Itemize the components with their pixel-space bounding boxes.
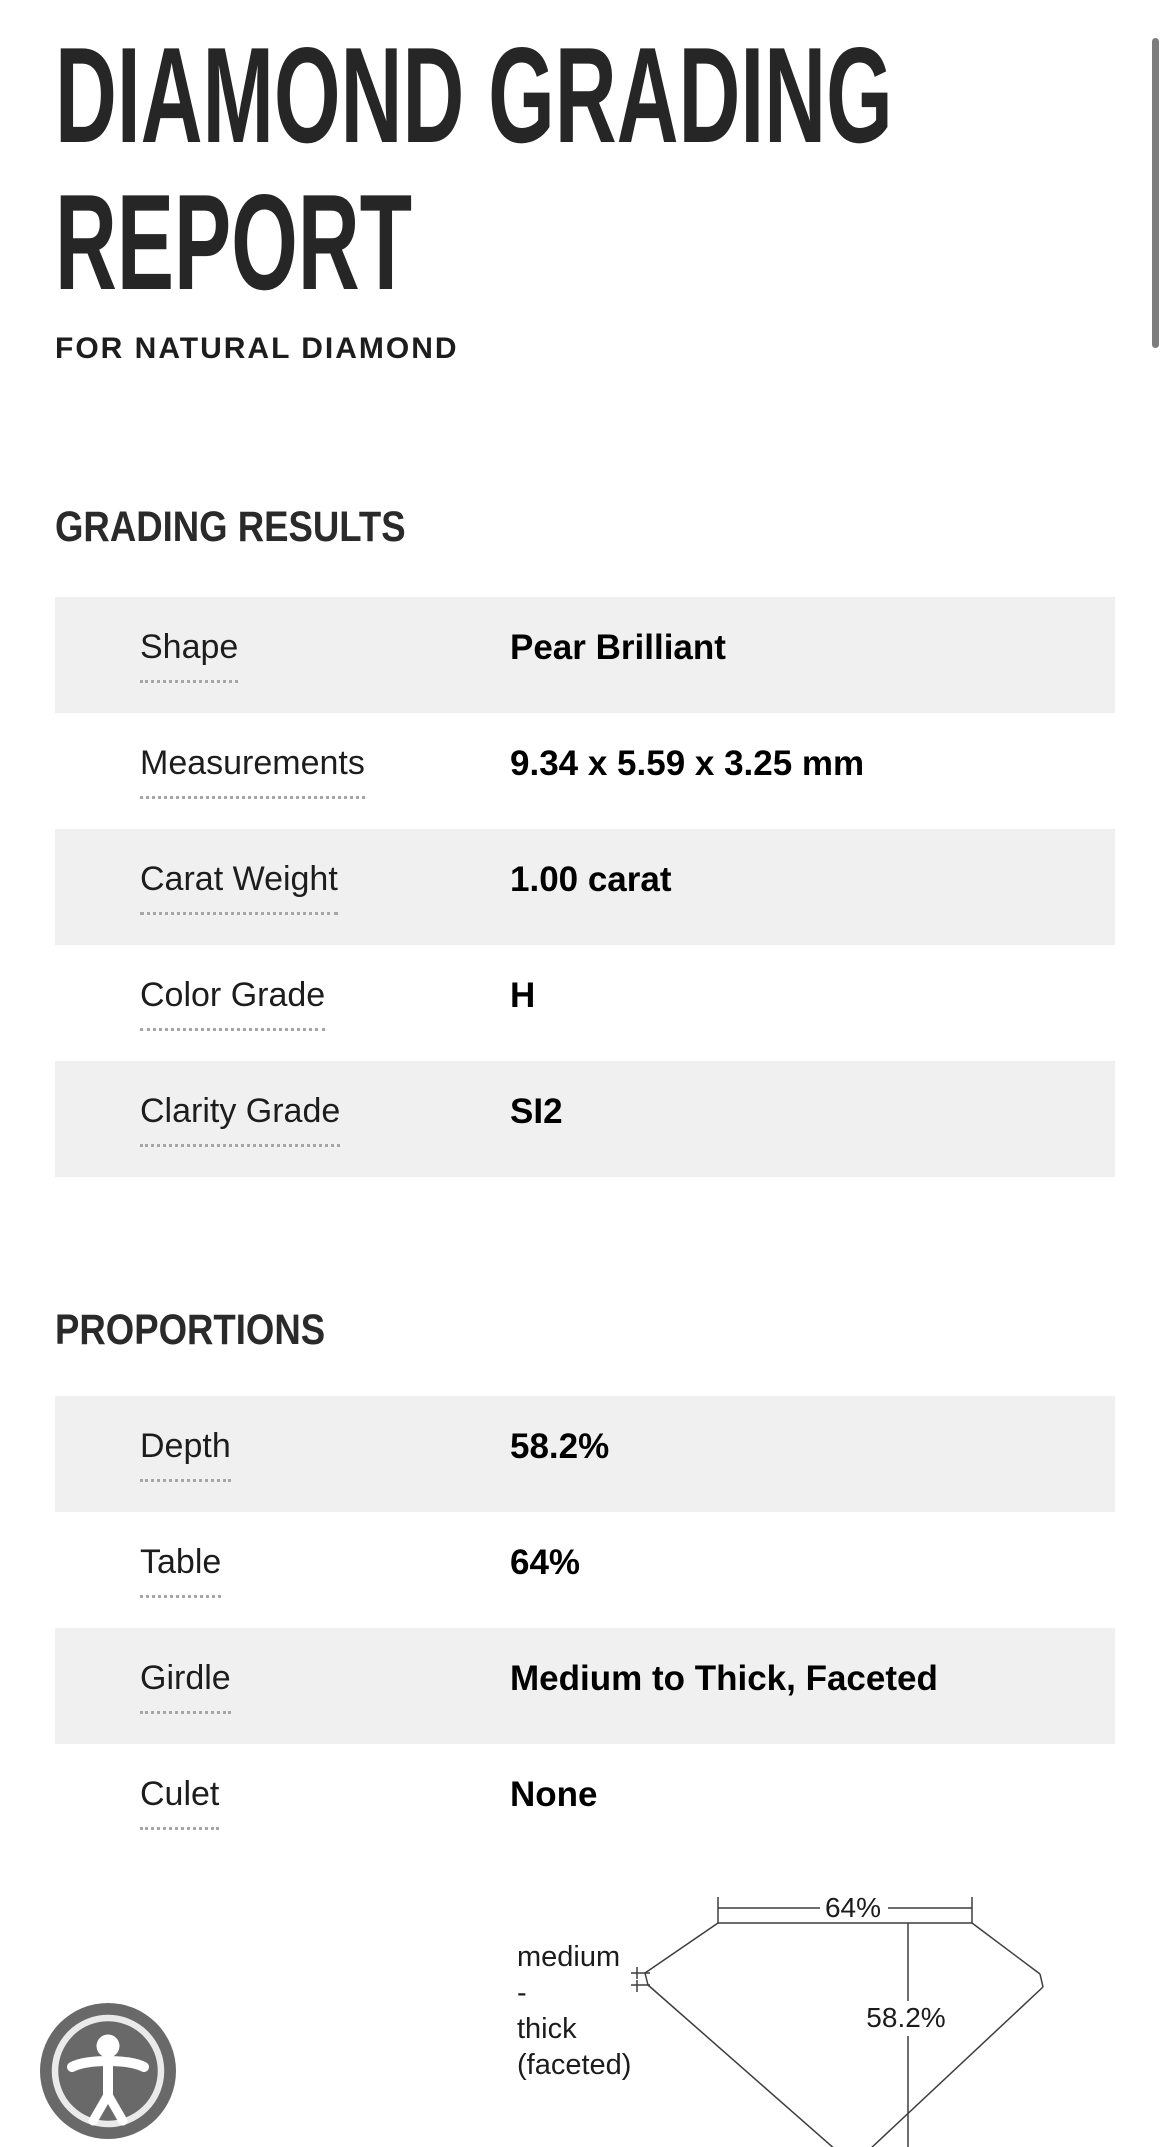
row-label-clarity-grade[interactable]: Clarity Grade xyxy=(140,1092,340,1147)
row-value-shape: Pear Brilliant xyxy=(510,628,726,667)
row-label-girdle[interactable]: Girdle xyxy=(140,1659,231,1714)
row-label-table[interactable]: Table xyxy=(140,1543,221,1598)
table-row xyxy=(55,1512,1115,1628)
table-row xyxy=(55,713,1115,829)
row-label-measurements[interactable]: Measurements xyxy=(140,744,365,799)
row-value-culet: None xyxy=(510,1775,598,1814)
row-value-clarity-grade: SI2 xyxy=(510,1092,563,1131)
row-value-table: 64% xyxy=(510,1543,581,1582)
table-row xyxy=(55,1061,1115,1177)
diagram-depth-percent-label: 58.2% xyxy=(866,2002,946,2033)
row-label-carat-weight[interactable]: Carat Weight xyxy=(140,860,338,915)
table-row xyxy=(55,1396,1115,1512)
diagram-table-percent-label: 64% xyxy=(824,1892,882,1923)
accessibility-widget-button[interactable] xyxy=(38,2001,178,2141)
table-row xyxy=(55,597,1115,713)
row-value-measurements: 9.34 x 5.59 x 3.25 mm xyxy=(510,744,865,783)
row-label-culet[interactable]: Culet xyxy=(140,1775,219,1830)
section-heading-grading-results: GRADING RESULTS xyxy=(55,503,406,551)
table-row xyxy=(55,1744,1115,1860)
table-row xyxy=(55,945,1115,1061)
diagram-girdle-label: medium - thick (faceted) xyxy=(517,1941,632,2081)
row-value-depth: 58.2% xyxy=(510,1427,610,1466)
table-row xyxy=(55,829,1115,945)
page-title: DIAMOND GRADING REPORT xyxy=(55,19,893,318)
row-value-girdle: Medium to Thick, Faceted xyxy=(510,1659,938,1698)
accessibility-icon xyxy=(38,2001,178,2141)
row-label-color-grade[interactable]: Color Grade xyxy=(140,976,325,1031)
row-label-depth[interactable]: Depth xyxy=(140,1427,231,1482)
row-value-color-grade: H xyxy=(510,976,536,1015)
grading-results-table xyxy=(55,597,1115,1177)
section-heading-proportions: PROPORTIONS xyxy=(55,1306,326,1354)
table-row xyxy=(55,1628,1115,1744)
scrollbar-thumb[interactable] xyxy=(1152,38,1159,348)
row-label-shape[interactable]: Shape xyxy=(140,628,238,683)
proportions-table xyxy=(55,1396,1115,1860)
row-value-carat-weight: 1.00 carat xyxy=(510,860,672,899)
page-subtitle: FOR NATURAL DIAMOND xyxy=(55,332,459,365)
